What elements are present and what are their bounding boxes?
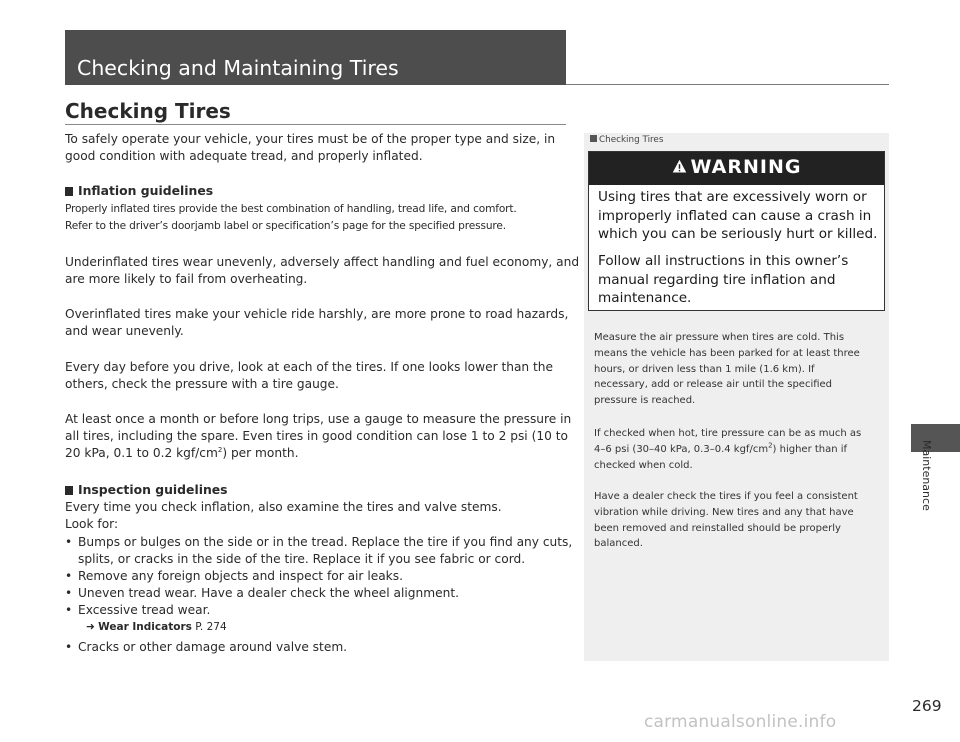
inspection-heading: Inspection guidelines [65, 482, 228, 497]
chapter-side-label: Maintenance [920, 440, 933, 511]
list-item: • Remove any foreign objects and inspect for air leaks. [65, 569, 403, 583]
page-number: 269 [912, 697, 942, 715]
sidebar-paragraph-3: Have a dealer check the tires if you feel a consistent vibration while driving. New tires and any that have been removed and reinstalled should be properly balanced. [594, 491, 858, 550]
section-rule [65, 124, 566, 125]
list-item: • Excessive tread wear. [65, 603, 211, 617]
inspection-list [65, 534, 573, 656]
sidebar-panel [584, 133, 889, 661]
overinflated-paragraph: Overinflated tires make your vehicle ride harshly, are more prone to road hazards, and wear unevenly. [65, 307, 569, 338]
arrow-right-icon: ➜ [86, 621, 95, 633]
list-item: • Cracks or other damage around valve stem. [65, 640, 348, 654]
square-bullet-icon [65, 187, 73, 196]
chapter-title-bar [65, 30, 566, 85]
chapter-thumb-tab [911, 424, 960, 452]
sidebar-paragraph-2: If checked when hot, tire pressure can be as much as 4–6 psi (30–40 kPa, 0.3–0.4 kgf/$cm^2$) higher than if checked when cold. [594, 428, 862, 471]
title-rule [566, 84, 889, 85]
square-bullet-icon [65, 486, 73, 495]
inflation-lead: Properly inflated tires provide the best combination of handling, tread life, and comfort. Refer to the driver’s doorjamb label or specification’s page for the specified pressure. [65, 203, 517, 232]
sidebar-paragraph-1: Measure the air pressure when tires are cold. This means the vehicle has been parked for at least three hours, or driven less than 1 mile (1.6 km). If necessary, add or release air until the specified pressure is reached. [594, 332, 860, 407]
inspection-lead: Every time you check inflation, also examine the tires and valve stems. Look for: [65, 500, 502, 531]
sidebar-label: Checking Tires [590, 135, 663, 145]
list-item: • Uneven tread wear. Have a dealer check the wheel alignment. [65, 586, 459, 600]
warning-box [588, 151, 885, 311]
daily-check-paragraph: Every day before you drive, look at each of the tires. If one looks lower than the others, check the pressure with a tire gauge. [65, 360, 554, 391]
section-heading: Checking Tires [65, 99, 231, 123]
monthly-check-paragraph: At least once a month or before long trips, use a gauge to measure the pressure in all tires, including the spare. Even tires in good condition can lose 1 to 2 psi (10 to 20 kPa, 0.1 to 0.2 kgf/$cm^2$) per month. [65, 412, 572, 460]
chapter-title: Checking and Maintaining Tires [77, 56, 399, 80]
warning-text-1: Using tires that are excessively worn or improperly inflated can cause a crash in which you can be seriously hurt or killed. [598, 189, 878, 242]
underinflated-paragraph: Underinflated tires wear unevenly, adversely affect handling and fuel economy, and are more likely to fail from overheating. [65, 255, 580, 286]
warning-title: WARNING [589, 156, 884, 178]
warning-band [589, 152, 884, 185]
note-marker-icon [590, 135, 597, 142]
inflation-heading: Inflation guidelines [65, 183, 213, 198]
warning-text-2: Follow all instructions in this owner’s manual regarding tire inflation and maintenance. [598, 253, 849, 306]
list-item: • Bumps or bulges on the side or in the tread. Replace the tire if you find any cuts, splits, or cracks in the side of the tire. Replace it if you see fabric or cord. [65, 535, 573, 566]
intro-paragraph: To safely operate your vehicle, your tires must be of the proper type and size, in good condition with adequate tread, and properly inflated. [65, 132, 556, 163]
wear-indicators-xref[interactable]: ➜ Wear Indicators P. 274 [86, 621, 227, 633]
watermark-text: carmanualsonline.info [644, 712, 837, 732]
warning-triangle-icon [672, 159, 687, 174]
